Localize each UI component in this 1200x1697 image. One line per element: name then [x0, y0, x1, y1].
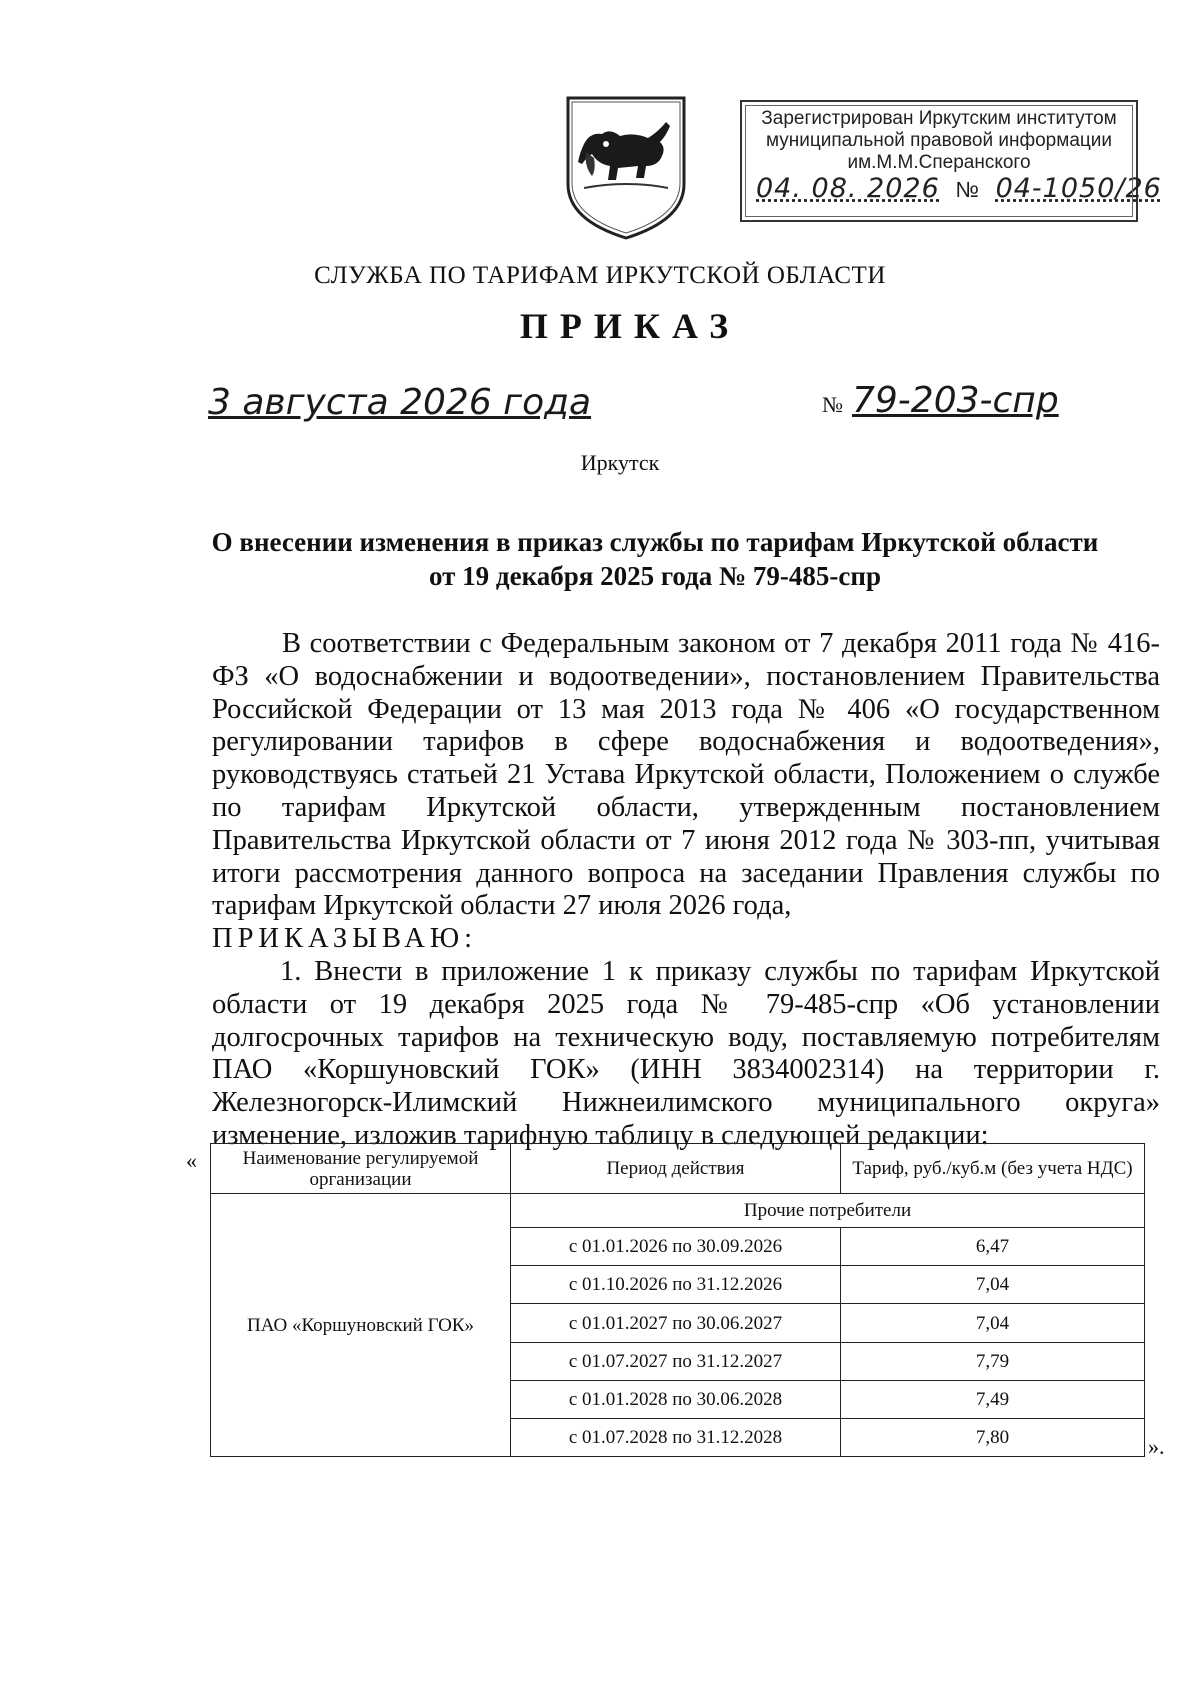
table-group-row — [211, 1194, 1145, 1228]
coat-of-arms-icon — [562, 92, 690, 242]
table-header-row — [211, 1144, 1145, 1194]
order-date: 3 августа 2026 года — [208, 382, 592, 423]
stamp-reg-date: 04. 08. 2026 — [756, 173, 940, 204]
document-body — [212, 628, 1160, 1153]
agency-name: СЛУЖБА ПО ТАРИФАМ ИРКУТСКОЙ ОБЛАСТИ — [314, 262, 886, 289]
stamp-line-3: им.М.М.Сперанского — [847, 152, 1031, 173]
quote-open: « — [186, 1148, 197, 1173]
group-cell: Прочие потребители — [511, 1194, 1145, 1228]
header-organization: Наименование регулируемой организации — [211, 1144, 511, 1194]
stamp-line-2: муниципальной правовой информации — [766, 130, 1112, 151]
tariff-cell: 7,79 — [841, 1342, 1145, 1380]
preamble-paragraph: В соответствии с Федеральным законом от 7 декабря 2011 года № 416-ФЗ «О водоснабжении и водоотведении», постановлением Правительства Российской Федерации от 13 мая 2013 года № 406 «О государственном регулировании тарифов в сфере водоснабжения и водоотведения», руководствуясь статьей 21 Устава Иркутской области, Положением о службе по тарифам Иркутской области, утвержденным постановлением Правительства Иркутской области от 7 июня 2012 года № 303-пп, учитывая итоги рассмотрения данного вопроса на заседании Правления службы по тарифам Иркутской области 27 июля 2026 года, — [212, 628, 1160, 922]
order-number-label: № — [822, 392, 843, 417]
period-cell: с 01.01.2028 по 30.06.2028 — [511, 1380, 841, 1418]
order-number: 79-203-спр — [852, 380, 1059, 421]
quote-close: ». — [1148, 1434, 1165, 1459]
stamp-registration — [750, 173, 1162, 212]
order-word: ПРИКАЗЫВАЮ: — [212, 923, 478, 955]
header-period: Период действия — [511, 1144, 841, 1194]
period-cell: с 01.07.2028 по 31.12.2028 — [511, 1418, 841, 1456]
title-line-2: от 19 декабря 2025 года № 79-485-спр — [429, 561, 881, 591]
document-type: ПРИКАЗ — [519, 306, 741, 346]
period-cell: с 01.01.2027 по 30.06.2027 — [511, 1304, 841, 1342]
tariff-cell: 7,04 — [841, 1266, 1145, 1304]
period-cell: с 01.01.2026 по 30.09.2026 — [511, 1228, 841, 1266]
stamp-reg-no-label: № — [955, 177, 980, 202]
document-title — [150, 525, 1160, 593]
organization-cell: ПАО «Коршуновский ГОК» — [211, 1194, 511, 1457]
city: Иркутск — [580, 450, 660, 475]
registration-stamp — [740, 100, 1162, 222]
tariff-cell: 6,47 — [841, 1228, 1145, 1266]
stamp-reg-number: 04-1050/26 — [995, 173, 1162, 204]
period-cell: с 01.07.2027 по 31.12.2027 — [511, 1342, 841, 1380]
stamp-line-1: Зарегистрирован Иркутским институтом — [761, 108, 1117, 129]
period-cell: с 01.10.2026 по 31.12.2026 — [511, 1266, 841, 1304]
tariff-table — [210, 1143, 1145, 1457]
header-tariff: Тариф, руб./куб.м (без учета НДС) — [841, 1144, 1145, 1194]
item-1-paragraph: 1. Внести в приложение 1 к приказу службы по тарифам Иркутской области от 19 декабря 2025 года № 79-485-спр «Об установлении долгосрочных тарифов на техническую воду, поставляемую потребителям ПАО «Коршуновский ГОК» (ИНН 3834002314) на территории г. Железногорск-Илимский Нижнеилимского муниципального округа» изменение, изложив тарифную таблицу в следующей редакции: — [212, 955, 1160, 1151]
title-line-1: О внесении изменения в приказ службы по тарифам Иркутской области — [211, 527, 1099, 557]
tariff-cell: 7,04 — [841, 1304, 1145, 1342]
tariff-cell: 7,80 — [841, 1418, 1145, 1456]
tariff-cell: 7,49 — [841, 1380, 1145, 1418]
